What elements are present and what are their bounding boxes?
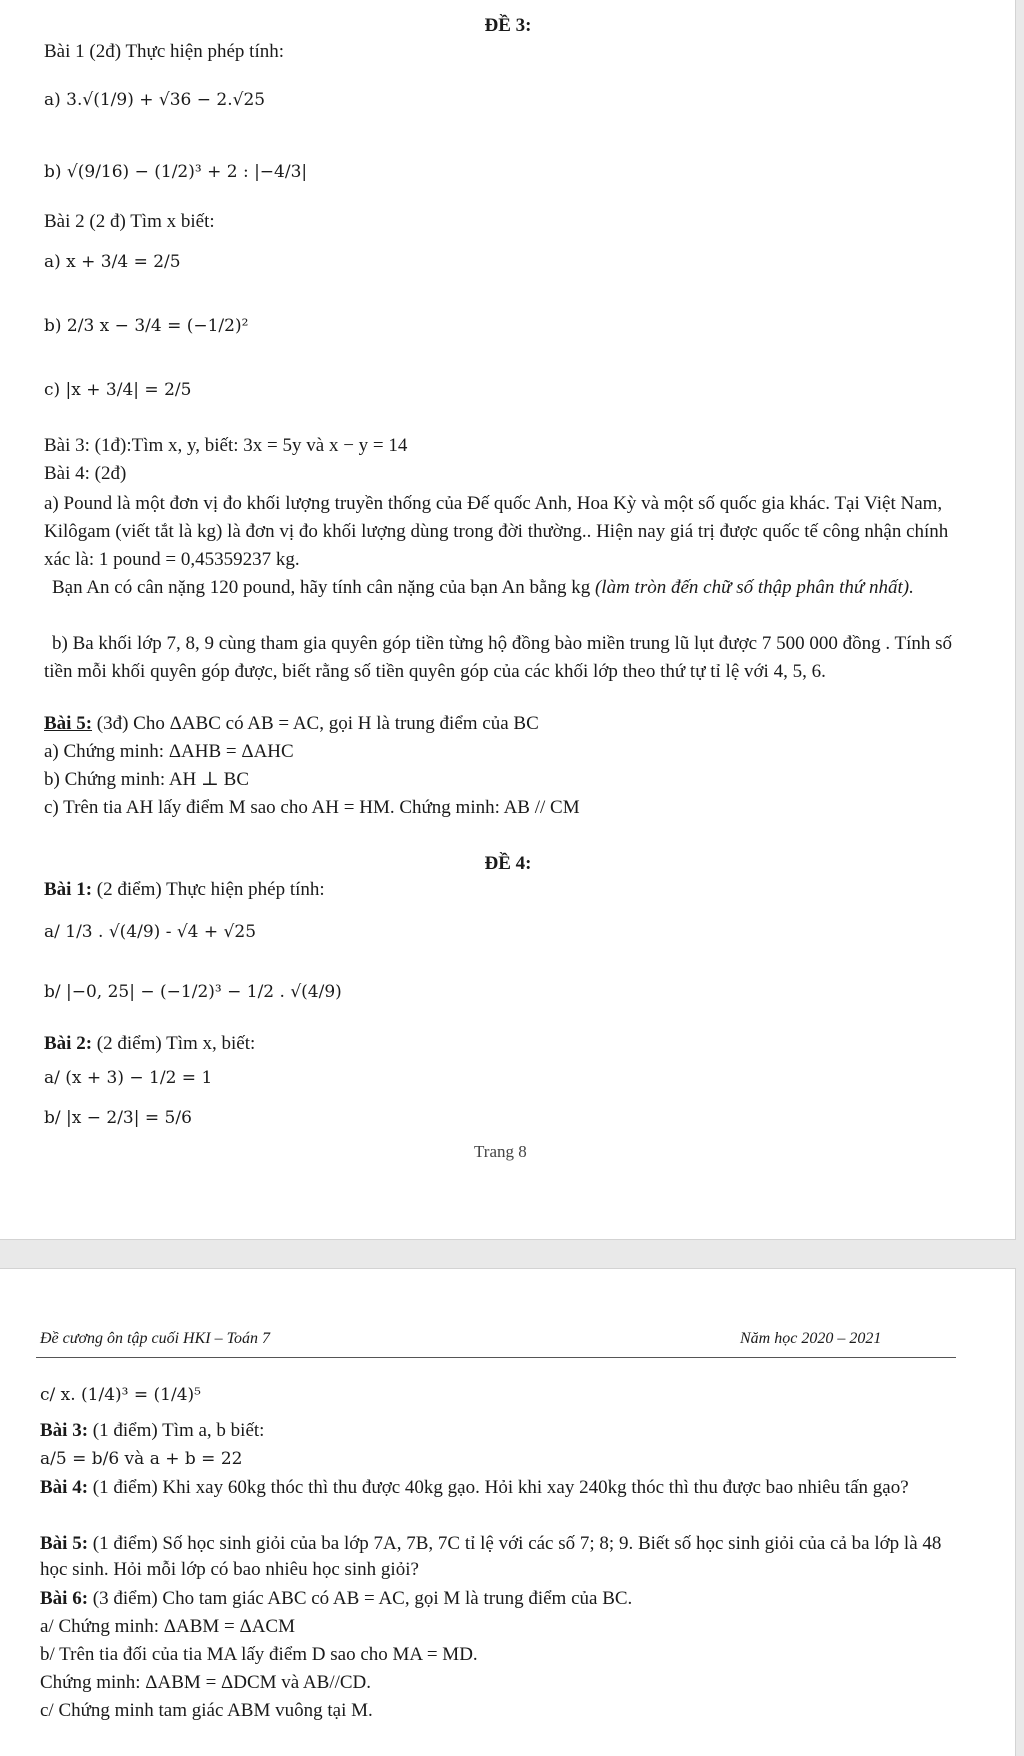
de3-bai1-heading: Bài 1 (2đ) Thực hiện phép tính: — [44, 41, 285, 62]
de4-bai2-a: a/ (x + 3) − 1/2 = 1 — [44, 1068, 213, 1088]
page-header-left: Đề cương ôn tập cuối HKI – Toán 7 — [40, 1330, 270, 1347]
bai3-rest: (1 điểm) Tìm a, b biết: — [92, 1420, 265, 1441]
bai5-rest: (1 điểm) Số học sinh giỏi của ba lớp 7A, 7B, 7C tỉ lệ với các số 7; 8; 9. Biết số học sinh giỏi của cả ba lớp là 48 học sinh. Hỏi mỗi lớp có bao nhiêu học sinh giỏi? — [40, 1533, 942, 1580]
de3-bai4-a-question — [44, 574, 954, 602]
de3-bai1-b: b) √(9/16) − (1/2)³ + 2 : |−4/3| — [44, 162, 308, 182]
de4-bai1-rest: (2 điểm) Thực hiện phép tính: — [96, 879, 325, 900]
bai4-paragraph — [40, 1475, 960, 1501]
de3-bai5-a: a) Chứng minh: ΔAHB = ΔAHC — [44, 741, 294, 762]
de3-bai5-intro-line — [44, 712, 539, 736]
bai6-b: b/ Trên tia đối của tia MA lấy điểm D sao cho MA = MD. — [40, 1644, 478, 1665]
de3-bai1-a: a) 3.√(1/9) + √36 − 2.√25 — [44, 90, 266, 110]
de3-bai2-b: b) 2/3 x − 3/4 = (−1/2)² — [44, 316, 249, 336]
page-number: Trang 8 — [474, 1142, 527, 1161]
de4-bai2-line — [44, 1032, 255, 1056]
bai6-line — [40, 1587, 632, 1611]
de4-bai2-b: b/ |x − 2/3| = 5/6 — [44, 1108, 192, 1128]
de3-bai5-heading: Bài 5: — [44, 713, 93, 734]
de3-bai4-b: b) Ba khối lớp 7, 8, 9 cùng tham gia quyên góp tiền từng hộ đồng bào miền trung lũ lụt được 7 500 000 đồng . Tính số tiền mỗi khối quyên góp được, biết rằng số tiền quyên góp của các khối lớp theo thứ tự tỉ lệ với 4, 5, 6. — [44, 633, 953, 682]
header-rule — [36, 1357, 956, 1358]
bai4-rest: (1 điểm) Khi xay 60kg thóc thì thu được 40kg gạo. Hỏi khi xay 240kg thóc thì thu được bao nhiêu tấn gạo? — [92, 1477, 909, 1498]
de4-bai1-b: b/ |−0, 25| − (−1/2)³ − 1/2 . √(4/9) — [44, 982, 342, 1002]
de4-bai2-c: c/ x. (1/4)³ = (1/4)⁵ — [40, 1385, 201, 1405]
bai6-b2: Chứng minh: ΔABM = ΔDCM và AB//CD. — [40, 1672, 372, 1693]
document-page-2 — [0, 1268, 1016, 1756]
de4-bai1-line — [44, 878, 325, 902]
bai5-paragraph — [40, 1531, 960, 1583]
bai6-heading: Bài 6: — [40, 1588, 89, 1609]
de3-bai4-a-paragraph: a) Pound là một đơn vị đo khối lượng truyền thống của Đế quốc Anh, Hoa Kỳ và một số quốc gia khác. Tại Việt Nam, Kilôgam (viết tắt là kg) là đơn vị đo khối lượng dùng trong đời thường.. Hiện nay giá trị được quốc tế công nhận chính xác là: 1 pound = 0,45359237 kg. — [44, 493, 949, 570]
de3-bai4-a-rounding-note: (làm tròn đến chữ số thập phân thứ nhất). — [594, 577, 914, 598]
de4-bai1-heading: Bài 1: — [44, 879, 93, 900]
de3-bai2-heading: Bài 2 (2 đ) Tìm x biết: — [44, 211, 215, 232]
bai3-equation: a/5 = b/6 và a + b = 22 — [40, 1449, 243, 1469]
de4-bai2-heading: Bài 2: — [44, 1033, 93, 1054]
de3-bai5-intro: (3đ) Cho ΔABC có AB = AC, gọi H là trung điểm của BC — [96, 713, 539, 734]
de4-bai2-rest: (2 điểm) Tìm x, biết: — [96, 1033, 256, 1054]
bai3-line — [40, 1419, 264, 1443]
bai5-heading: Bài 5: — [40, 1533, 89, 1554]
de3-bai3: Bài 3: (1đ):Tìm x, y, biết: 3x = 5y và x − y = 14 — [44, 435, 408, 456]
de3-bai5-b: b) Chứng minh: AH ⊥ BC — [44, 769, 249, 790]
de4-bai1-a: a/ 1/3 . √(4/9) - √4 + √25 — [44, 922, 257, 942]
bai4-heading: Bài 4: — [40, 1477, 89, 1498]
bai6-c: c/ Chứng minh tam giác ABM vuông tại M. — [40, 1700, 373, 1721]
bai6-a: a/ Chứng minh: ΔABM = ΔACM — [40, 1616, 295, 1637]
bai6-rest: (3 điểm) Cho tam giác ABC có AB = AC, gọi M là trung điểm của BC. — [92, 1588, 633, 1609]
de3-bai4-a-question-text: Bạn An có cân nặng 120 pound, hãy tính cân nặng của bạn An bằng kg — [52, 577, 595, 598]
de3-bai4-heading: Bài 4: (2đ) — [44, 463, 127, 484]
de3-bai2-c: c) |x + 3/4| = 2/5 — [44, 380, 192, 400]
page-header-right: Năm học 2020 – 2021 — [740, 1330, 882, 1347]
de3-bai2-a: a) x + 3/4 = 2/5 — [44, 252, 181, 272]
de3-title: ĐỀ 3: — [484, 15, 532, 36]
de3-bai5-c: c) Trên tia AH lấy điểm M sao cho AH = HM. Chứng minh: AB // CM — [44, 797, 580, 818]
de4-title: ĐỀ 4: — [484, 853, 532, 874]
bai3-heading: Bài 3: — [40, 1420, 89, 1441]
